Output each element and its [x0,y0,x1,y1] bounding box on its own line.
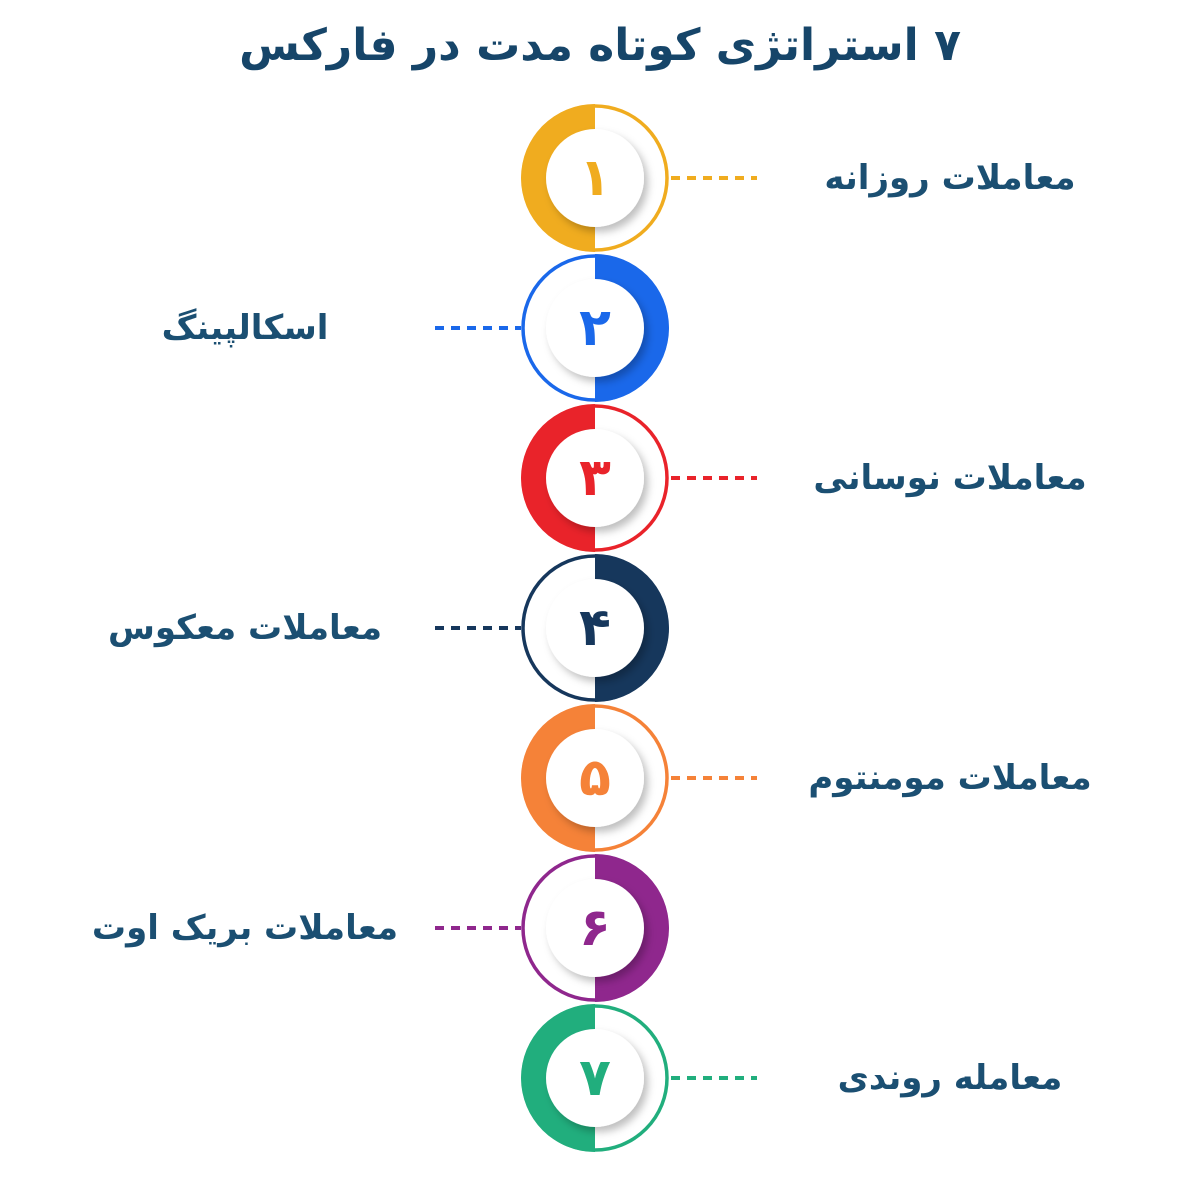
strategy-number: ۵ [579,748,611,808]
strategy-label: اسکالپینگ [161,308,329,348]
strategy-circle-badge [521,1004,669,1152]
strategy-circle-badge [521,554,669,702]
strategy-item [0,404,1200,552]
infographic-title: ۷ استراتژی کوتاه مدت در فارکس [239,19,961,71]
strategy-item [0,704,1200,852]
strategy-circle-badge [521,704,669,852]
strategy-label: معاملات بریک اوت [91,908,399,948]
strategy-number: ۷ [579,1048,611,1108]
strategy-item [0,104,1200,252]
strategy-number: ۲ [579,298,611,358]
strategy-item [0,554,1200,702]
strategy-label: معاملات نوسانی [813,458,1087,498]
strategy-label: معاملات روزانه [824,158,1076,198]
strategy-number: ۱ [579,148,611,208]
strategy-circle-badge [521,254,669,402]
strategy-number: ۴ [579,598,611,658]
strategy-circle-badge [521,104,669,252]
strategy-label: معاملات مومنتوم [808,758,1092,798]
strategy-circle-badge [521,404,669,552]
strategy-label: معامله روندی [837,1058,1063,1098]
strategy-number: ۶ [579,898,611,958]
strategy-item [0,1004,1200,1152]
strategy-label: معاملات معکوس [107,608,383,648]
strategy-item [0,854,1200,1002]
strategy-number: ۳ [579,448,611,508]
strategy-item [0,254,1200,402]
strategy-circle-badge [521,854,669,1002]
